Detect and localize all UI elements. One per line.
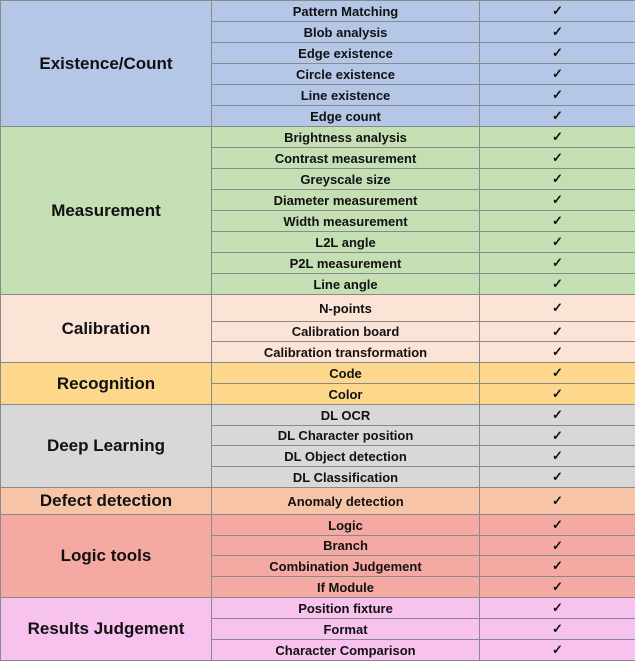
- checkmark-icon: ✓: [480, 598, 635, 619]
- table-row: [1, 598, 635, 619]
- checkmark-icon: ✓: [480, 127, 635, 148]
- feature-cell: If Module: [212, 577, 480, 598]
- checkmark-icon: ✓: [480, 1, 635, 22]
- feature-cell: Color: [212, 384, 480, 405]
- feature-cell: DL Object detection: [212, 446, 480, 467]
- feature-cell: Edge count: [212, 106, 480, 127]
- feature-cell: Branch: [212, 536, 480, 556]
- checkmark-icon: ✓: [480, 190, 635, 211]
- checkmark-icon: ✓: [480, 274, 635, 295]
- table-row: [1, 405, 635, 426]
- feature-cell: Calibration board: [212, 322, 480, 342]
- feature-cell: Format: [212, 619, 480, 640]
- table-row: [1, 127, 635, 148]
- category-cell: Deep Learning: [1, 405, 212, 488]
- table-row: [1, 1, 635, 22]
- feature-cell: Line existence: [212, 85, 480, 106]
- feature-cell: P2L measurement: [212, 253, 480, 274]
- feature-cell: Edge existence: [212, 43, 480, 64]
- table-row: [1, 363, 635, 384]
- feature-cell: Circle existence: [212, 64, 480, 85]
- feature-cell: Width measurement: [212, 211, 480, 232]
- feature-cell: Line angle: [212, 274, 480, 295]
- checkmark-icon: ✓: [480, 556, 635, 577]
- feature-cell: Blob analysis: [212, 22, 480, 43]
- category-cell: Defect detection: [1, 488, 212, 515]
- checkmark-icon: ✓: [480, 64, 635, 85]
- checkmark-icon: ✓: [480, 640, 635, 661]
- feature-cell: DL Classification: [212, 467, 480, 488]
- checkmark-icon: ✓: [480, 253, 635, 274]
- category-cell: Recognition: [1, 363, 212, 405]
- category-cell: Calibration: [1, 295, 212, 363]
- checkmark-icon: ✓: [480, 446, 635, 467]
- checkmark-icon: ✓: [480, 22, 635, 43]
- category-cell: Measurement: [1, 127, 212, 295]
- checkmark-icon: ✓: [480, 467, 635, 488]
- feature-cell: Anomaly detection: [212, 488, 480, 515]
- feature-cell: Pattern Matching: [212, 1, 480, 22]
- feature-cell: N-points: [212, 295, 480, 322]
- checkmark-icon: ✓: [480, 488, 635, 515]
- feature-cell: Diameter measurement: [212, 190, 480, 211]
- feature-cell: L2L angle: [212, 232, 480, 253]
- checkmark-icon: ✓: [480, 363, 635, 384]
- feature-cell: Code: [212, 363, 480, 384]
- checkmark-icon: ✓: [480, 405, 635, 426]
- category-cell: Results Judgement: [1, 598, 212, 661]
- checkmark-icon: ✓: [480, 577, 635, 598]
- checkmark-icon: ✓: [480, 619, 635, 640]
- checkmark-icon: ✓: [480, 536, 635, 556]
- checkmark-icon: ✓: [480, 384, 635, 405]
- feature-cell: Character Comparison: [212, 640, 480, 661]
- feature-cell: Combination Judgement: [212, 556, 480, 577]
- checkmark-icon: ✓: [480, 342, 635, 363]
- feature-cell: DL Character position: [212, 426, 480, 446]
- checkmark-icon: ✓: [480, 85, 635, 106]
- feature-cell: Position fixture: [212, 598, 480, 619]
- table-row: [1, 488, 635, 515]
- feature-cell: Brightness analysis: [212, 127, 480, 148]
- table-row: [1, 295, 635, 322]
- checkmark-icon: ✓: [480, 43, 635, 64]
- checkmark-icon: ✓: [480, 295, 635, 322]
- checkmark-icon: ✓: [480, 232, 635, 253]
- checkmark-icon: ✓: [480, 169, 635, 190]
- feature-cell: Contrast measurement: [212, 148, 480, 169]
- checkmark-icon: ✓: [480, 148, 635, 169]
- checkmark-icon: ✓: [480, 426, 635, 446]
- feature-cell: Logic: [212, 515, 480, 536]
- feature-cell: Greyscale size: [212, 169, 480, 190]
- table-row: [1, 515, 635, 536]
- category-cell: Logic tools: [1, 515, 212, 598]
- checkmark-icon: ✓: [480, 322, 635, 342]
- category-cell: Existence/Count: [1, 1, 212, 127]
- checkmark-icon: ✓: [480, 515, 635, 536]
- checkmark-icon: ✓: [480, 106, 635, 127]
- feature-table-body: [1, 1, 635, 661]
- feature-cell: Calibration transformation: [212, 342, 480, 363]
- checkmark-icon: ✓: [480, 211, 635, 232]
- feature-cell: DL OCR: [212, 405, 480, 426]
